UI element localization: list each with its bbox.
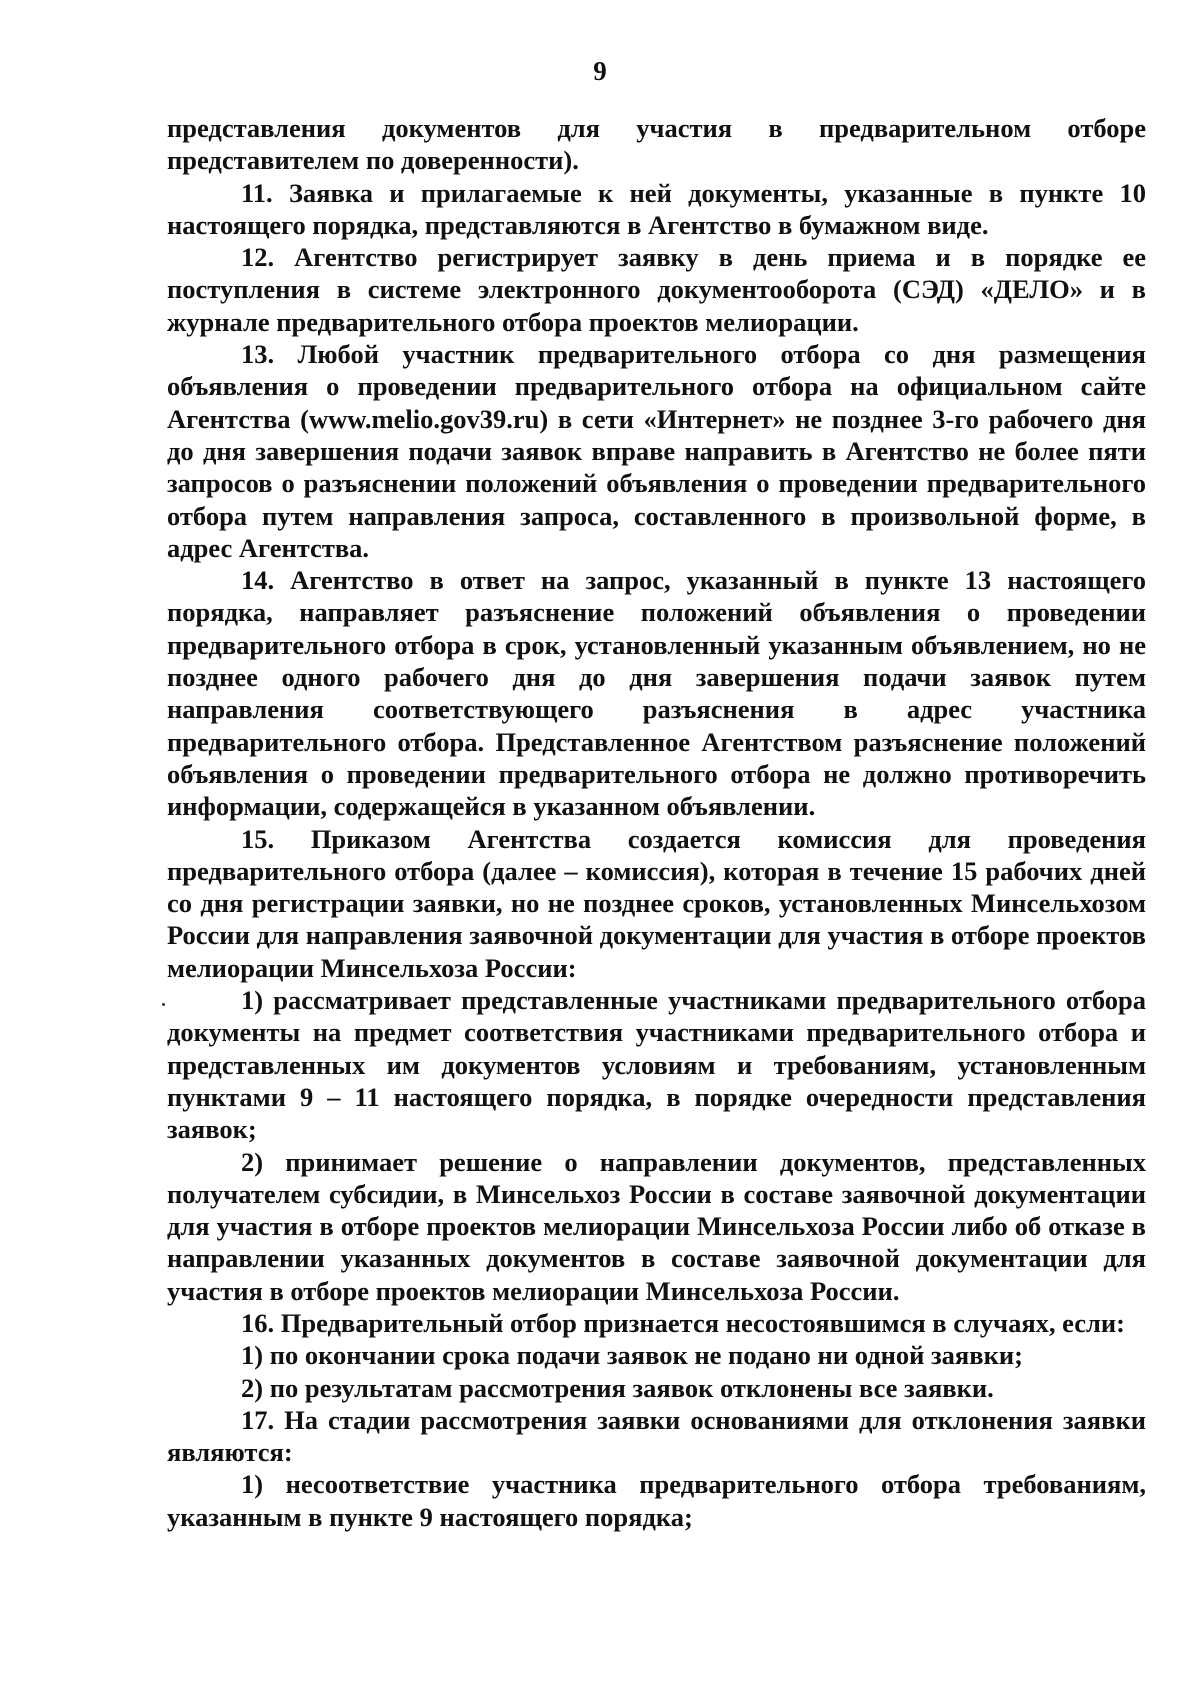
paragraph-14: 14. Агентство в ответ на запрос, указанный в пункте 13 настоящего порядка, направляет разъяснение положений объявления о проведении предварительного отбора в срок, установленный указанным объявлением, но не позднее одного рабочего дня до дня завершения подачи заявок путем направления соответствующего разъяснения в адрес участника предварительного отбора. Представленное Агентством разъяснение положений объявления о проведении предварительного отбора не должно противоречить информации, содержащейся в указанном объявлении. — [167, 565, 1146, 822]
paragraph-16: 16. Предварительный отбор признается несостоявшимся в случаях, если: — [241, 1307, 1125, 1338]
paragraph-13: 13. Любой участник предварительного отбора со дня размещения объявления о проведении предварительного отбора на официальном сайте Агентства (www.melio.gov39.ru) в сети «Интернет» не позднее 3-го рабочего дня до дня завершения подачи заявок вправе направить в Агентство не более пяти запросов о разъяснении положений объявления о проведении предварительного отбора путем направления запроса, составленного в произвольной форме, в адрес Агентства. — [167, 339, 1146, 563]
paragraph-continuation: представления документов для участия в предварительном отборе представителем по доверенности). — [167, 113, 1146, 176]
document-body — [167, 112, 1146, 1533]
paragraph-15: 15. Приказом Агентства создается комиссия для проведения предварительного отбора (далее – комиссия), которая в течение 15 рабочих дней со дня регистрации заявки, но не позднее сроков, установленных Минсельхозом России для направления заявочной документации для участия в отборе проектов мелиорации Минсельхоза России: — [167, 823, 1146, 983]
scan-speck — [162, 1003, 165, 1006]
paragraph-16-item-1: 1) по окончании срока подачи заявок не подано ни одной заявки; — [241, 1340, 1023, 1371]
page-number: 9 — [593, 56, 607, 86]
paragraph-11: 11. Заявка и прилагаемые к ней документы, указанные в пункте 10 настоящего порядка, представляются в Агентство в бумажном виде. — [167, 177, 1146, 240]
paragraph-15-item-2: 2) принимает решение о направлении документов, представленных получателем субсидии, в Минсельхоз России в составе заявочной документации для участия в отборе проектов мелиорации Минсельхоза России либо об отказе в направлении указанных документов в составе заявочной документации для участия в отборе проектов мелиорации Минсельхоза России. — [167, 1146, 1146, 1306]
paragraph-17-item-1: 1) несоответствие участника предварительного отбора требованиям, указанным в пункте 9 настоящего порядка; — [167, 1469, 1146, 1532]
paragraph-16-item-2: 2) по результатам рассмотрения заявок отклонены все заявки. — [241, 1372, 994, 1403]
paragraph-12: 12. Агентство регистрирует заявку в день приема и в порядке ее поступления в системе электронного документооборота (СЭД) «ДЕЛО» и в журнале предварительного отбора проектов мелиорации. — [167, 242, 1146, 337]
paragraph-17: 17. На стадии рассмотрения заявки основаниями для отклонения заявки являются: — [167, 1404, 1146, 1468]
paragraph-15-item-1: 1) рассматривает представленные участниками предварительного отбора документы на предмет соответствия участниками предварительного отбора и представленных им документов условиям и требованиям, установленным пунктами 9 – 11 настоящего порядка, в порядке очередности представления заявок; — [167, 985, 1146, 1145]
